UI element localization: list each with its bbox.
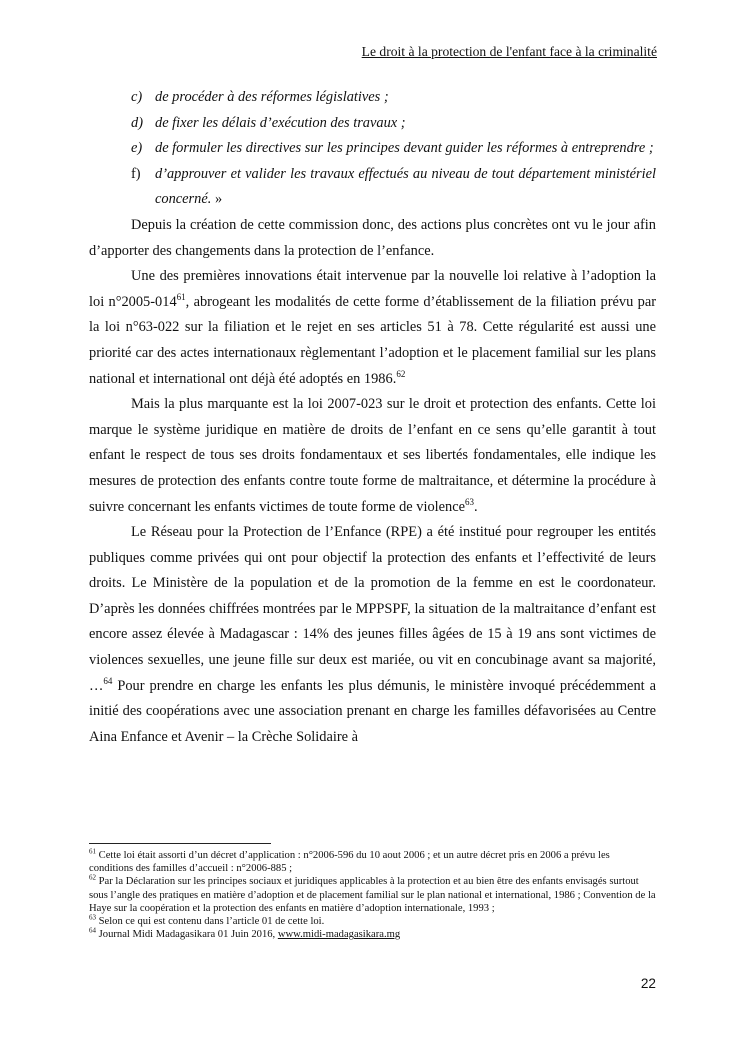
footnote-separator [89,843,271,844]
list-item-c [131,85,656,111]
paragraph-1: Depuis la création de cette commission donc, des actions plus concrètes ont vu le jour afin d’apporter des changements dans la protection de l’enfance. [89,216,656,259]
footnote-text: Journal Midi Madagasikara 01 Juin 2016, [96,929,278,941]
list-text: de fixer les délais d’exécution des travaux ; [155,114,406,131]
list-item-f [131,162,656,213]
footnote-number: 62 [89,873,96,882]
list-text: de formuler les directives sur les principes devant guider les réformes à entreprendre ; [155,140,654,157]
footnote-ref-63[interactable]: 63 [465,496,475,507]
list-item-e [131,136,656,162]
page-body [89,85,656,750]
paragraph-4-text-b: Pour prendre en charge les enfants les plus démunis, le ministère invoqué précédemment a initié des coopérations avec une association prenant en charge les familles défavorisées au Centre Aina Enfance et Avenir – la Crèche Solidaire à [89,677,656,745]
footnote-ref-64[interactable]: 64 [103,675,113,686]
footnotes [89,849,656,941]
footnote-number: 64 [89,926,96,935]
footnote-ref-62[interactable]: 62 [396,368,406,379]
footnote-61 [89,849,656,875]
paragraph-2 [89,264,656,392]
footnote-link[interactable]: www.midi-madagasikara.mg [277,929,401,941]
list-marker: f) [131,165,141,182]
paragraph-4-text-a: Le Réseau pour la Protection de l’Enfance (RPE) a été institué pour regrouper les entités publiques comme privées qui ont pour objectif la protection des enfants et l’effectivité de leurs droits. Le Ministère de la population et de la promotion de la femme en est le coordonateur. D’après les données chiffrées montrées par le MPPSPF, la situation de la maltraitance d’enfant est encore assez élevée à Madagascar : 14% des jeunes filles âgées de 15 à 19 ans sont victimes de violences sexuelles, une jeune fille sur deux est mariée, ou vit en concubinage avant sa majorité, … [89,524,656,694]
page-number: 22 [640,976,656,991]
running-header: Le droit à la protection de l'enfant face à la criminalité [361,44,657,59]
footnote-ref-61[interactable]: 61 [176,291,186,302]
paragraph-3-text-b: . [474,498,478,515]
footnote-text: Par la Déclaration sur les principes sociaux et juridiques applicables à la protection et au bien être des enfants envisagés surtout sous l’angle des pratiques en matière d’adoption et de placement familial sur le plan national et international, 1986 ; Convention de la Haye sur la coopération et la protection des enfants en matière d’adoption internationale, 1993 ; [89,876,656,914]
list-text [155,162,656,213]
list-marker: e) [131,140,143,157]
paragraph-4 [89,520,656,750]
list-marker: c) [131,89,143,105]
list-text-main: d’approuver et valider les travaux effectués au niveau de tout département ministériel concerné. [155,165,656,208]
footnote-text: Cette loi était assorti d’un décret d’application : n°2006-596 du 10 aout 2006 ; et un autre décret pris en 2006 a prévu les conditions des familles d’accueil : n°2006-885 ; [89,850,610,875]
list-marker: d) [131,114,143,131]
list-text: de procéder à des réformes législatives ; [155,89,389,105]
footnote-64 [89,928,656,941]
paragraph-2-text-a: Une des premières innovations était intervenue par la nouvelle loi relative à l’adoption la loi n°2005-014 [89,268,656,310]
paragraph-3 [89,392,656,520]
footnote-number: 63 [89,913,96,922]
list-item-d [131,111,656,137]
footnote-text: Selon ce qui est contenu dans l’article 01 de cette loi. [96,916,325,928]
paragraph-2-text-b: , abrogeant les modalités de cette forme d’établissement de la filiation prévu par la loi n°63-022 sur la filiation et le rejet en ses articles 51 à 78. Cette régularité est aussi une priorité car des actes internationaux règlementant l’adoption et le placement familial sur les plans national et international ont déjà été adoptés en 1986. [89,293,656,387]
footnote-62 [89,875,656,915]
footnote-number: 61 [89,847,96,856]
paragraph-3-text-a: Mais la plus marquante est la loi 2007-023 sur le droit et protection des enfants. Cette loi marque le système juridique en matière de droits de l’enfant en ce sens qu’elle garantit à tout enfant le respect de tous ses droits fondamentaux et ses libertés fondamentales, elle indique les mesures de protection des enfants contre toute forme de maltraitance, et détermine la procédure à suivre concernant les enfants victimes de toute forme de violence [89,396,656,515]
closing-quote: » [211,191,223,208]
footnote-63 [89,915,656,928]
